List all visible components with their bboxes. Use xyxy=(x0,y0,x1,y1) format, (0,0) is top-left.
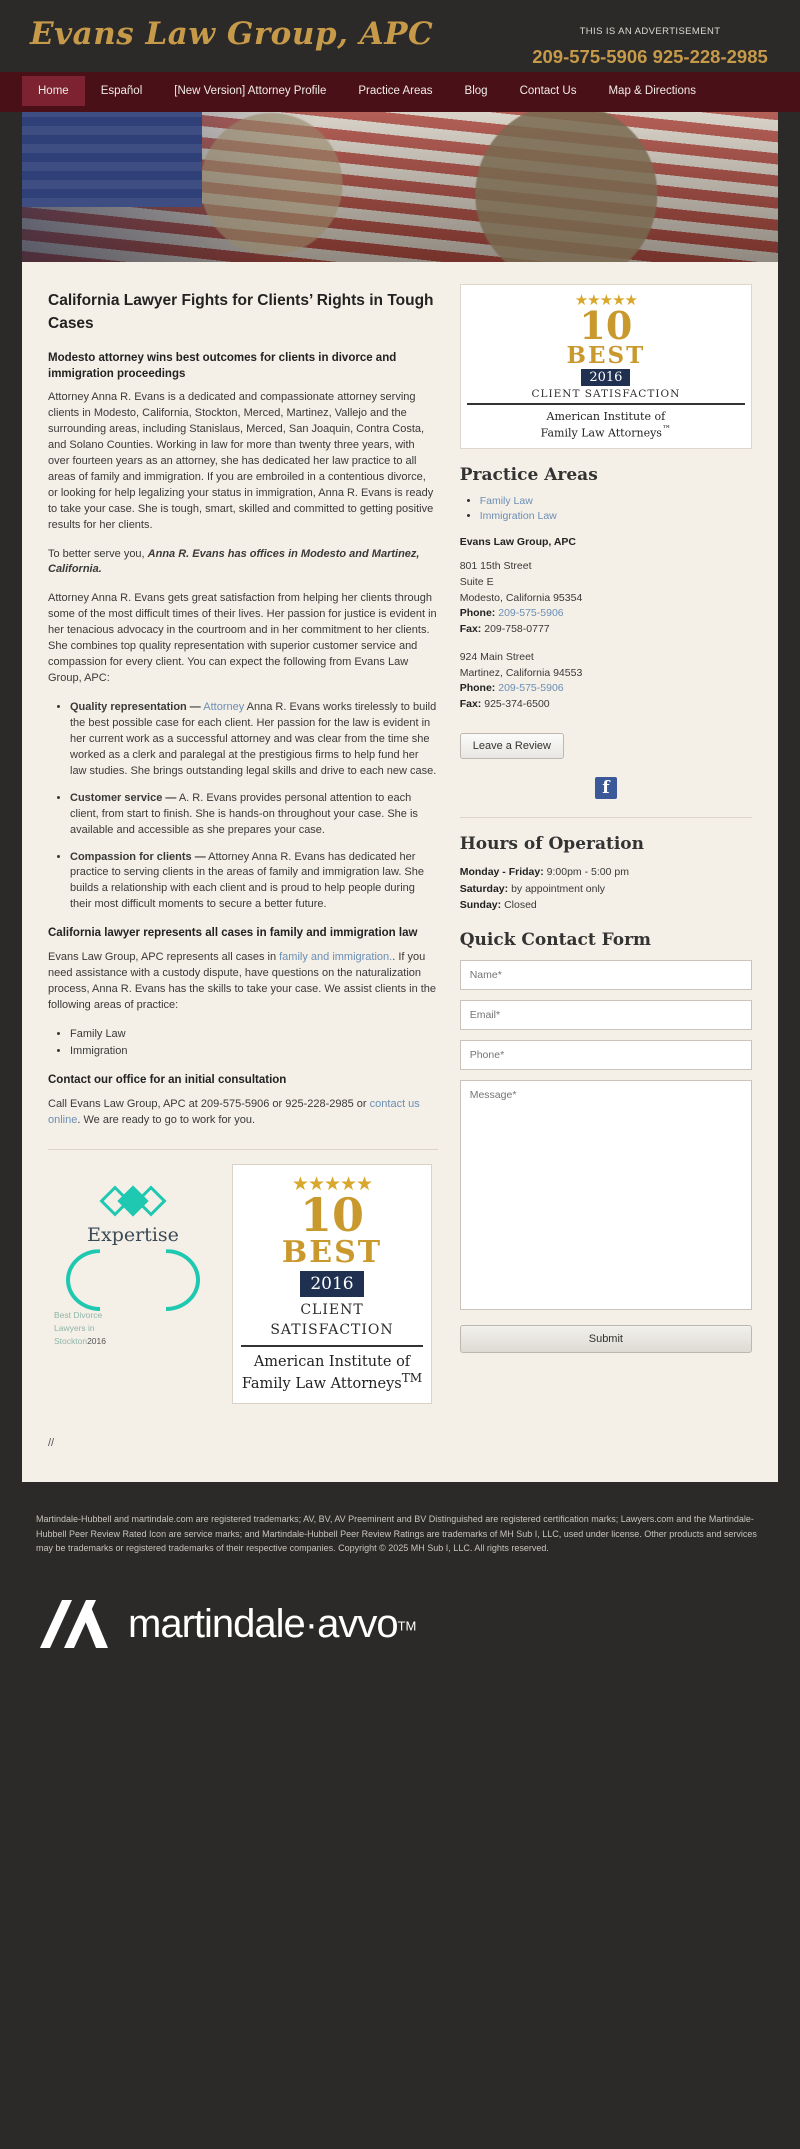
expertise-caption-line3: Stockton xyxy=(54,1335,88,1346)
footer-brand xyxy=(0,1576,800,1690)
hours-row xyxy=(460,864,752,881)
section2-post: . If you need assistance with a custody dispute, have questions on the naturalization process, Anna R. Evans has the skills to take your case. We assist clients in the following areas of practice: xyxy=(48,950,437,1011)
office-phone-label: Phone: xyxy=(459,682,496,695)
stars-icon: ★★★★★ xyxy=(574,292,637,310)
stars-icon: ★★★★★ xyxy=(291,1173,373,1195)
aifla-institute-line2: Family Law Attorneys xyxy=(241,1375,402,1392)
offices-paragraph-lead: To better serve you, xyxy=(48,547,148,560)
practice-area-immigration-law-link[interactable]: Immigration Law xyxy=(479,510,557,523)
office-suite: Suite E xyxy=(459,575,494,588)
list-item[interactable] xyxy=(480,510,752,522)
bullet-text: Attorney Anna R. Evans has dedicated her practice to serving clients in the areas of family and immigration law. She builds a relationship with each client and is proud to help people during their most difficult moments to secure a better future. xyxy=(70,850,424,911)
list-item xyxy=(70,850,438,914)
list-item: • Immigration xyxy=(70,1044,438,1060)
contact-us-online-link[interactable]: contact us online xyxy=(48,1097,420,1126)
bullet-lead: Customer service — xyxy=(70,791,177,804)
section3-post: . We are ready to go to work for you. xyxy=(77,1113,256,1126)
office-fax-label: Fax: xyxy=(459,623,482,636)
expertise-caption-line2: Lawyers in xyxy=(54,1323,95,1334)
hours-day: Saturday: xyxy=(459,882,509,895)
site-header xyxy=(0,0,800,72)
list-item[interactable] xyxy=(480,495,752,507)
office-phone-link[interactable]: 209-575-5906 xyxy=(498,607,564,620)
nav-item-attorney-profile[interactable]: [New Version] Attorney Profile xyxy=(174,85,327,98)
laurel-wreath-icon xyxy=(48,1249,218,1303)
sidebar-badge-year: 2016 xyxy=(581,369,630,386)
list-item xyxy=(70,700,438,780)
office-city: Modesto, California 95354 xyxy=(459,591,583,604)
brand-name: martindale·avvo xyxy=(128,1601,398,1646)
expertise-caption xyxy=(48,1309,218,1347)
quick-contact-form xyxy=(460,960,752,1353)
list-item: • Family Law xyxy=(70,1027,438,1043)
brand-tm: TM xyxy=(397,1618,417,1634)
submit-button[interactable]: Submit xyxy=(460,1325,752,1353)
nav-item-map-directions[interactable]: Map & Directions xyxy=(608,85,697,98)
divider xyxy=(460,817,752,818)
sidebar-badge-institute-line2: Family Law Attorneys xyxy=(540,426,662,440)
aifla-badge-sidebar xyxy=(460,284,752,449)
expectations-list xyxy=(48,700,438,913)
list-item xyxy=(70,791,438,839)
firm-name: Evans Law Group, APC xyxy=(30,16,434,52)
nav-item-espanol[interactable]: Español xyxy=(100,85,143,98)
section3-pre: Call Evans Law Group, APC at 209-575-5906 or 925-228-2985 or xyxy=(48,1097,370,1110)
hours-value: by appointment only xyxy=(511,882,606,895)
header-right xyxy=(530,18,770,68)
footer-brand-text xyxy=(128,1602,416,1647)
aifla-client-satisfaction: CLIENT SATISFACTION xyxy=(241,1300,423,1347)
office-fax-label: Fax: xyxy=(459,698,482,711)
header-phone[interactable]: 209-575-5906 925-228-2985 xyxy=(532,46,768,67)
phone-field[interactable] xyxy=(460,1040,752,1070)
sidebar-badge-ten: 10 xyxy=(579,303,633,349)
intro-paragraph: Attorney Anna R. Evans is a dedicated and compassionate attorney serving clients in Modesto, California, Stockton, Merced, Martinez, Vallejo and the surrounding areas, including Stanislaus, Merced, San Joaquin, Contra Costa, and Solano Counties. Working in law for more than twenty three years, with over fourteen years as an attorney, she has dedicated her law practice to all areas of family and immigration. If you are embroiled in a contentious divorce, or looking for help legalizing your status in immigration, Anna R. Evans is ready to take your case. She is tough, smart, skilled and committed to getting positive results for her clients. xyxy=(48,391,434,531)
aifla-ten: 10 xyxy=(299,1187,364,1242)
sidebar-practice-areas-list xyxy=(460,495,752,522)
footer-disclaimer: Martindale-Hubbell and martindale.com are registered trademarks; AV, BV, AV Preeminent and BV Distinguished are registered certification marks; Lawyers.com and the Martindale-Hubbell Peer Review Rated Icon are service marks; and Martindale-Hubbell Peer Review Ratings are trademarks of MH Sub I, LLC, used under license. Other products and services may be trademarks or registered trademarks of their respective companies. Copyright © 2025 MH Sub I, LLC. All rights reserved. xyxy=(36,1513,757,1554)
office-street: 801 15th Street xyxy=(459,560,532,573)
family-immigration-link[interactable]: family and immigration. xyxy=(279,950,393,963)
sidebar-badge-institute xyxy=(467,405,745,440)
flag-star-field xyxy=(22,112,202,207)
bullet-lead: Quality representation — xyxy=(70,701,201,714)
office-city: Martinez, California 94553 xyxy=(459,666,583,679)
expertise-diamonds-icon xyxy=(48,1190,218,1212)
message-field[interactable] xyxy=(460,1080,752,1310)
nav-item-blog[interactable]: Blog xyxy=(464,85,488,98)
content-area xyxy=(22,262,778,1482)
bullet-lead: Compassion for clients — xyxy=(70,850,206,863)
office-phone-label: Phone: xyxy=(459,607,496,620)
sidebar-badge-client-satisfaction: CLIENT SATISFACTION xyxy=(467,388,745,405)
expertise-caption-line1: Best Divorce xyxy=(54,1310,103,1321)
hours-list xyxy=(460,864,752,914)
aifla-institute xyxy=(241,1347,423,1393)
sidebar-badge-best: BEST xyxy=(566,342,646,370)
page-title: California Lawyer Fights for Clients’ Rights in Tough Cases xyxy=(48,292,434,332)
office-modesto xyxy=(460,559,752,638)
hours-value: Closed xyxy=(504,899,537,912)
stray-slashes: // xyxy=(48,1436,55,1449)
nav-item-contact-us[interactable]: Contact Us xyxy=(519,85,577,98)
aifla-year: 2016 xyxy=(300,1271,363,1298)
leave-a-review-button[interactable]: Leave a Review xyxy=(460,733,564,759)
hours-day: Monday - Friday: xyxy=(459,865,544,878)
hours-title: Hours of Operation xyxy=(459,833,644,854)
bullet-text: A. R. Evans provides personal attention to each client, from start to finish. She is hands-on throughout your case. She is available and accessible as she prepares your case. xyxy=(70,791,418,836)
section2-title: California lawyer represents all cases in family and immigration law xyxy=(48,927,418,940)
offices-paragraph xyxy=(48,547,438,579)
aifla-tm: TM xyxy=(401,1370,423,1385)
expectations-paragraph: Attorney Anna R. Evans gets great satisfaction from helping her clients through some of the most difficult times of their lives. Her passion for justice is evident in her tenacious advocacy in the courtroom and in her commitment to her clients. She combines top quality representation with superior customer service and compassion for every client. You can expect the following from Evans Law Group, APC: xyxy=(48,592,437,685)
main-navigation xyxy=(0,72,800,112)
practice-areas-list xyxy=(48,1027,438,1061)
hours-row xyxy=(460,881,752,898)
nav-item-practice-areas[interactable]: Practice Areas xyxy=(358,85,433,98)
name-field[interactable] xyxy=(460,960,752,990)
hero-banner-image xyxy=(22,112,778,262)
hours-row xyxy=(460,897,752,914)
sidebar xyxy=(460,284,752,1452)
firm-address-block xyxy=(460,535,752,713)
bullet-text: Anna R. Evans works tirelessly to build the best possible case for each client. Her passion for the law is evident in her current work as a successful attorney and was clear from the time she worked as a clerk and paralegal at the prestigious firms to help fund her law studies. She brings outstanding legal skills and drive to each new case. xyxy=(70,701,437,777)
office-phone-link[interactable]: 209-575-5906 xyxy=(498,682,564,695)
office-martinez xyxy=(460,650,752,713)
office-fax: 925-374-6500 xyxy=(484,698,550,711)
section3-paragraph xyxy=(48,1097,438,1129)
sidebar-firm-name: Evans Law Group, APC xyxy=(459,536,577,549)
office-street: 924 Main Street xyxy=(459,650,534,663)
offices-paragraph-bold: Anna R. Evans has offices in Modesto and Martinez, California. xyxy=(48,547,420,576)
section2-paragraph xyxy=(48,950,438,1014)
facebook-icon[interactable]: f xyxy=(595,777,617,799)
expertise-caption-year: 2016 xyxy=(87,1335,106,1346)
nav-item-home[interactable]: Home xyxy=(22,76,85,106)
office-fax: 209-758-0777 xyxy=(484,623,550,636)
email-field[interactable] xyxy=(460,1000,752,1030)
aifla-institute-line1: American Institute of xyxy=(253,1353,411,1370)
section2-pre: Evans Law Group, APC represents all cases in xyxy=(48,950,280,963)
expertise-wordmark: Expertise xyxy=(87,1223,179,1246)
sidebar-badge-institute-line1: American Institute of xyxy=(546,410,666,424)
quick-contact-form-title: Quick Contact Form xyxy=(459,930,652,951)
award-badges xyxy=(48,1149,438,1404)
advertisement-notice: THIS IS AN ADVERTISEMENT xyxy=(579,26,721,37)
martindale-avvo-logo-icon xyxy=(36,1598,112,1650)
main-column xyxy=(48,284,438,1452)
hours-value: 9:00pm - 5:00 pm xyxy=(546,865,629,878)
practice-area-family-law-link[interactable]: Family Law xyxy=(479,495,533,508)
page-subtitle: Modesto attorney wins best outcomes for clients in divorce and immigration proceedings xyxy=(48,352,397,380)
hours-day: Sunday: xyxy=(459,899,502,912)
sidebar-badge-tm: ™ xyxy=(661,423,672,435)
sidebar-practice-areas-title: Practice Areas xyxy=(459,465,598,486)
aifla-best: BEST xyxy=(281,1234,383,1270)
expertise-badge xyxy=(48,1164,218,1348)
attorney-link[interactable]: Attorney xyxy=(203,701,245,714)
section3-title: Contact our office for an initial consultation xyxy=(48,1074,287,1087)
site-footer xyxy=(0,1482,800,1577)
aifla-badge-large xyxy=(232,1164,432,1404)
